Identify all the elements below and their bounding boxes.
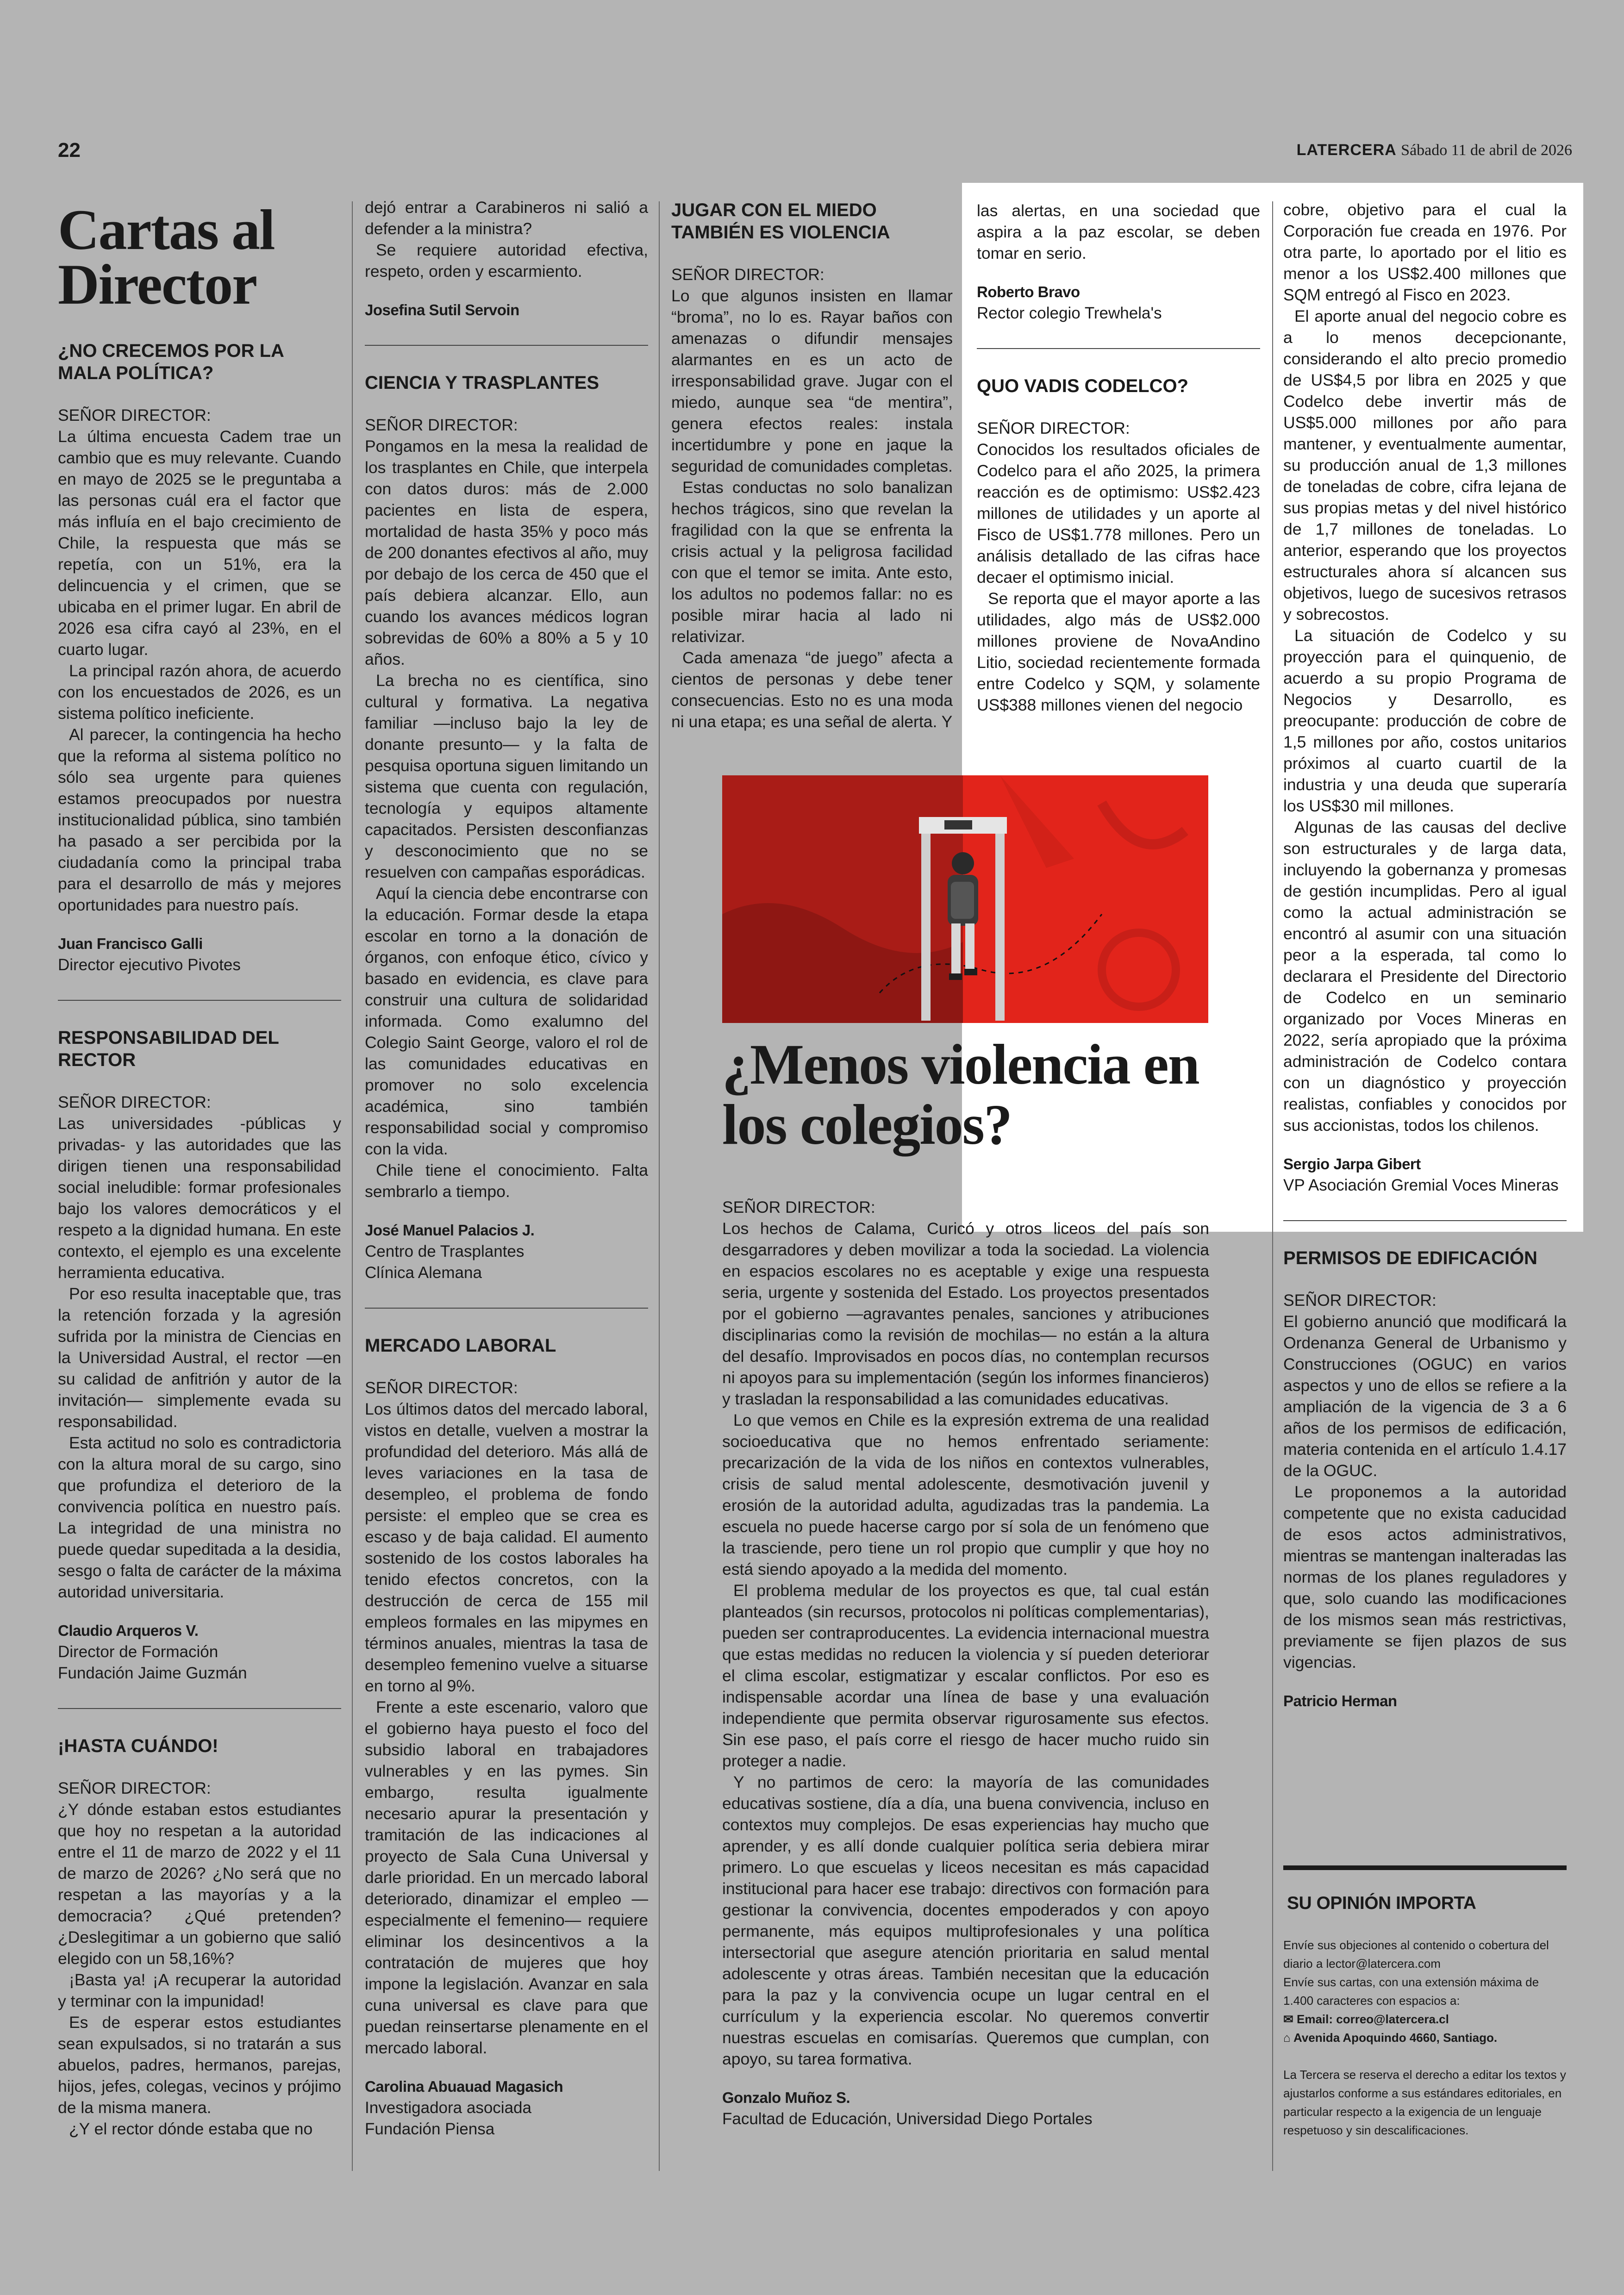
divider [977, 348, 1260, 349]
feature-title: ¿Menos violencia en los colegios? [722, 1033, 1199, 1156]
author-role: Investigadora asociada [365, 2099, 531, 2117]
letter-title: CIENCIA Y TRASPLANTES [365, 373, 599, 393]
paragraph: Las universidades -públicas y privadas- y las autoridades que las dirigen tienen una responsabilidad social ineludible: formar profesionales bajo los valores democráticos y el respeto a la dignidad humana. En este contexto, el ejemplo es una excelente herramienta educativa. [58, 1114, 341, 1282]
opinion-bar [1283, 1865, 1567, 1870]
paragraph: las alertas, en una sociedad que aspira a la paz escolar, se deben tomar en serio. [977, 201, 1260, 262]
paragraph: El aporte anual del negocio cobre es a lo menos decepcionante, considerando el alto precio promedio de US$4,5 por libra en 2025 y que Codelco debe invertir más de US$5.000 millones por año para mantener, y eventualmente aumentar, su producción anual de 1,3 millones de toneladas de cobre, cifra lejana de sus propias metas y del nivel histórico de 1,7 millones de toneladas. Lo anterior, esperando que los proyectos estructurales ahora sí alcancen sus objetivos, luego de sucesivos retrasos y sobrecostos. [1283, 307, 1567, 624]
paragraph: Lo que algunos insisten en llamar “broma”, no lo es. Rayar baños con amenazas o difundir mensajes alarmantes en es un acto de irresponsabilidad grave. Jugar con el miedo, aunque sea “de mentira”, genera efectos reales: instala incertidumbre y pone en jaque la seguridad de comunidades completas. [671, 287, 953, 475]
author-role: Fundación Jaime Guzmán [58, 1664, 247, 1682]
paragraph: Se requiere autoridad efectiva, respeto, orden y escarmiento. [365, 241, 648, 281]
divider [58, 1708, 341, 1709]
column-3 [671, 199, 953, 732]
paragraph: Esta actitud no solo es contradictoria con la altura moral de su cargo, sino que profundiza el deterioro de la convivencia política en nuestro país. La integridad de una ministra no puede quedar supeditada a la desidia, sesgo o falta de carácter de la máxima autoridad universitaria. [58, 1434, 341, 1601]
salutation: SEÑOR DIRECTOR: [365, 416, 518, 434]
paragraph: La situación de Codelco y su proyección para el quinquenio, de acuerdo a su propio Programa de Negocios y Desarrollo, es preocupante: producción de cobre de 1,5 millones por año, costos unitarios próximos al cuarto cuartil de la industria y una deuda que superaría los US$30 mil millones. [1283, 626, 1567, 815]
salutation: SEÑOR DIRECTOR: [58, 1093, 211, 1111]
author: Juan Francisco Galli [58, 935, 203, 952]
paragraph: Pongamos en la mesa la realidad de los trasplantes en Chile, que interpela con datos duros: más de 2.000 pacientes en lista de espera, mortalidad de hasta 35% y poco más de 200 donantes efectivos al año, muy por debajo de los cerca de 450 que el país debiera alcanzar. Ello, aun cuando los avances médicos logran sobrevidas de 60% a 80% a 5 y 10 años. [365, 437, 648, 668]
paragraph: La última encuesta Cadem trae un cambio que es muy relevante. Cuando en mayo de 2025 se le preguntaba a las personas cuál era el factor que más influía en el bajo crecimiento de Chile, la respuesta que más se repetía, con un 51%, era la delincuencia y el crimen, que se ubicaba en el primer lugar. En abril de 2026 esa cifra cayó al 23%, en el cuarto lugar. [58, 427, 341, 659]
letter-title: JUGAR CON EL MIEDO TAMBIÉN ES VIOLENCIA [671, 200, 890, 243]
divider [1283, 1220, 1567, 1221]
author-role: Fundación Piensa [365, 2120, 495, 2138]
column-rule [659, 201, 660, 2171]
opinion-text: Envíe sus cartas, con una extensión máxima de 1.400 caracteres con espacios a: [1283, 1975, 1539, 2008]
masthead [1297, 141, 1572, 159]
column-5 [1283, 199, 1567, 1712]
paragraph: Los hechos de Calama, Curicó y otros liceos del país son desgarradores y deben movilizar a toda la sociedad. La violencia en espacios escolares no es aceptable y exige una respuesta seria, urgente y sostenida del Estado. Los proyectos presentados por el gobierno —agravantes penales, sanciones y atribuciones disciplinarias como la revisión de mochilas— no están a la altura del desafío. Improvisados en pocos días, no contemplan recursos ni apoyos para su implementación (según los informes financieros) y trasladan la responsabilidad a las comunidades educativas. [722, 1219, 1209, 1408]
letter-title: ¿NO CRECEMOS POR LA MALA POLÍTICA? [58, 341, 284, 383]
metal-detector-illustration [722, 775, 1208, 1023]
salutation: SEÑOR DIRECTOR: [722, 1198, 875, 1216]
salutation: SEÑOR DIRECTOR: [58, 1779, 211, 1797]
paragraph: Es de esperar estos estudiantes sean expulsados, si no tratarán a sus abuelos, padres, hermanos, parejas, hijos, jefes, colegas, vecinos y prójimo de la misma manera. [58, 2013, 341, 2117]
opinion-address [1283, 2028, 1567, 2047]
author-role: Rector colegio Trewhela's [977, 304, 1162, 322]
salutation: SEÑOR DIRECTOR: [671, 265, 824, 284]
paragraph: Le proponemos a la autoridad competente que no exista caducidad de esos actos administrativos, mientras se mantengan inalteradas las normas de los planes reguladores y que, solo cuando las modificaciones de los mismos sean más restrictivas, previamente se fijen plazos de sus vigencias. [1283, 1483, 1567, 1671]
author: José Manuel Palacios J. [365, 1222, 535, 1239]
author: Carolina Abuauad Magasich [365, 2078, 563, 2095]
author: Claudio Arqueros V. [58, 1622, 199, 1639]
salutation: SEÑOR DIRECTOR: [1283, 1291, 1437, 1310]
column-rule [352, 201, 353, 2171]
paragraph: Conocidos los resultados oficiales de Codelco para el año 2025, la primera reacción es de optimismo: US$2.423 millones de utilidades y un aporte al Fisco de US$1.778 millones. Pero un análisis detallado de las cifras hace decaer el optimismo inicial. [977, 440, 1260, 586]
paragraph: La brecha no es científica, sino cultural y formativa. La negativa familiar —incluso bajo la ley de donante presunto— y la falta de pesquisa oportuna siguen limitando un sistema que cuenta con regulación, tecnología y equipos altamente capacitados. Persisten desconfianzas y desconocimiento que no se resuelven con campañas esporádicas. [365, 671, 648, 881]
feature-image [722, 775, 1208, 1023]
postbox-icon: ⌂ [1283, 2031, 1293, 2045]
paragraph: dejó entrar a Carabineros ni salió a defender a la ministra? [365, 198, 648, 238]
paragraph: Frente a este escenario, valoro que el gobierno haya puesto el foco del subsidio laboral en trabajadores vulnerables y en las pymes. Sin embargo, resulta igualmente necesario apurar la presentación y tramitación de las indicaciones al proyecto de Sala Cuna Universal y darle prioridad. En un mercado laboral deteriorado, dinamizar el empleo —especialmente el femenino— requiere eliminar los desincentivos a la contratación de mujeres que hoy impone la legislación. Avanzar en sala cuna universal es clave para que puedan reinsertarse plenamente en el mercado laboral. [365, 1698, 648, 2057]
paragraph: Chile tiene el conocimiento. Falta sembrarlo a tiempo. [365, 1161, 648, 1201]
brand: LATERCERA [1296, 141, 1397, 159]
paragraph: Y no partimos de cero: la mayoría de las comunidades educativas sostiene, día a día, una buena convivencia, incluso en contextos muy complejos. De esas experiencias hay mucho que aprender, y es allí donde cualquier política seria debiera mirar primero. Lo que escuelas y liceos necesitan es más capacidad institucional para hacer ese trabajo: directivos con formación para gestionar la convivencia, docentes empoderados y con apoyo permanente, más equipos multiprofesionales y una política intersectorial que asegure atención prioritaria en salud mental adolescente y otras áreas. También necesitan que la educación para la paz y la convivencia ocupe un lugar central en el currículum y la experiencia escolar. No queremos convertir nuestras escuelas en comisarías. Queremos que cumplan, con apoyo, su tarea formativa. [722, 1773, 1209, 2068]
opinion-title: SU OPINIÓN IMPORTA [1287, 1893, 1476, 1913]
page-number: 22 [58, 139, 81, 162]
author-role: Director ejecutivo Pivotes [58, 956, 241, 974]
paragraph: Aquí la ciencia debe encontrarse con la educación. Formar desde la etapa escolar en torno a la donación de órganos, con enfoque ético, cívico y basado en evidencia, es clave para construir una cultura de solidaridad informada. Como exalumno del Colegio Saint George, valoro el rol de las comunidades educativas en promover no solo excelencia académica, sino también responsabilidad social y compromiso con la vida. [365, 884, 648, 1158]
salutation: SEÑOR DIRECTOR: [58, 406, 211, 424]
mail-icon: ✉ [1283, 2012, 1297, 2026]
paragraph: Lo que vemos en Chile es la expresión extrema de una realidad socioeducativa que no hemos enfrentado seriamente: precarización de la vida de los niños en contextos vulnerables, crisis de salud mental adolescente, desmotivación juvenil y erosión de la autoridad adulta, agudizadas tras la pandemia. La escuela no puede hacerse cargo por sí sola de un fenómeno que la trasciende, pero tiene un rol propio que cumplir y que hoy no está siendo apoyado a la medida del momento. [722, 1411, 1209, 1578]
author-role: Centro de Trasplantes [365, 1242, 525, 1260]
paragraph: Al parecer, la contingencia ha hecho que la reforma al sistema político no sólo sea urgente para quienes estamos preocupados por nuestra institucionalidad pública, sino también ha pasado a ser percibida por la ciudadanía como la principal traba para el desarrollo de más y mejores oportunidades para nuestro país. [58, 725, 341, 914]
author-role: Facultad de Educación, Universidad Diego Portales [722, 2110, 1093, 2128]
column-rule [1272, 201, 1273, 2171]
feature-letter [722, 1197, 1209, 2130]
paragraph: Cada amenaza “de juego” afecta a cientos de personas y debe tener consecuencias. Esto no es una moda ni una etapa; es una señal de alerta. Y [671, 649, 953, 731]
opinion-box [1283, 1865, 1567, 2139]
paragraph: El gobierno anunció que modificará la Ordenanza General de Urbanismo y Construcciones (OGUC) en varios aspectos y uno de ellos se refiere a la ampliación de la vigencia de 3 a 6 años de los permisos de edificación, materia contenida en el artículo 1.4.17 de la OGUC. [1283, 1312, 1567, 1480]
divider [365, 345, 648, 346]
divider [58, 1000, 341, 1001]
section-title: Cartas al Director [58, 198, 275, 316]
divider [365, 1308, 648, 1309]
paragraph: ¿Y el rector dónde estaba que no [69, 2120, 313, 2138]
address-text: Avenida Apoquindo 4660, Santiago. [1293, 2031, 1498, 2045]
paragraph: Estas conductas no solo banalizan hechos trágicos, sino que revelan la fragilidad con la que se enfrenta la crisis actual y la peligrosa facilidad con que el temor se imita. Ante esto, los adultos no podemos fallar: no es posible mirar hacia al lado ni relativizar. [671, 478, 953, 646]
paragraph: Se reporta que el mayor aporte a las utilidades, algo más de US$2.000 millones proviene de NovaAndino Litio, sociedad recientemente formada entre Codelco y SQM, y solamente US$388 millones vienen del negocio [977, 589, 1260, 714]
paragraph: Los últimos datos del mercado laboral, vistos en detalle, vuelven a mostrar la profundidad del deterioro. Más allá de leves variaciones en la tasa de desempleo, el problema de fondo persiste: el empleo que se crea es escaso y de baja calidad. El aumento sostenido de los costos laborales ha tenido efectos concretos, con la destrucción de cerca de 155 mil empleos formales en las mipymes en términos anuales, mientras la tasa de desempleo femenino vuelve a situarse en torno al 9%. [365, 1400, 648, 1695]
paragraph: La principal razón ahora, de acuerdo con los encuestados de 2026, es un sistema político ineficiente. [58, 661, 341, 723]
issue-date: Sábado 11 de abril de 2026 [1401, 142, 1572, 159]
email-link[interactable]: Email: correo@latercera.cl [1297, 2012, 1449, 2026]
opinion-text: Envíe sus objeciones al contenido o cobertura del diario a lector@latercera.com [1283, 1938, 1549, 1971]
paragraph: cobre, objetivo para el cual la Corporación fue creada en 1976. Por otra parte, lo aportado por el litio es menor a los US$2.400 millones que SQM entregó al Fisco en 2023. [1283, 200, 1567, 304]
paragraph: El problema medular de los proyectos es que, tal cual están planteados (sin recursos, protocolos ni políticas complementarias), pueden ser contraproducentes. La evidencia internacional muestra que estas medidas no reducen la violencia y sí pueden deteriorar el clima escolar, estigmatizar y escalar conflictos. Por eso es indispensable acordar una línea de base y una evaluación independiente que permita observar rigurosamente sus efectos. Sin ese paso, el país corre el riesgo de hacer mucho ruido sin proteger a nadie. [722, 1581, 1209, 1770]
letter-title: QUO VADIS CODELCO? [977, 376, 1189, 396]
letter-title: MERCADO LABORAL [365, 1335, 556, 1356]
paragraph: ¿Y dónde estaban estos estudiantes que hoy no respetan a la autoridad entre el 11 de marzo de 2022 y el 11 de marzo de 2026? ¿No será que no respetan a las mayorías y a la democracia? ¿Qué pretenden? ¿Deslegitimar a un gobierno que salió elegido con un 58,16%? [58, 1800, 341, 1968]
paragraph: ¡Basta ya! ¡A recuperar la autoridad y terminar con la impunidad! [58, 1971, 341, 2010]
author: Patricio Herman [1283, 1692, 1397, 1709]
column-2 [365, 197, 648, 2140]
column-1 [58, 194, 341, 2139]
author: Sergio Jarpa Gibert [1283, 1155, 1421, 1172]
opinion-disclaimer: La Tercera se reserva el derecho a editar los textos y ajustarlos conforme a sus estándares editoriales, en particular respecto a la exigencia de un lenguaje respetuoso y sin descalificaciones. [1283, 2068, 1566, 2137]
paragraph: Algunas de las causas del declive son estructurales y de larga data, incluyendo la gobernanza y promesas de gestión incumplidas. Pero al igual como la actual administración se encontró al asumir con una situación peor a la esperada, tal como lo declarara el Presidente del Directorio de Codelco en un seminario organizado por Voces Mineras en 2022, sería apropiado que la próxima administración de Codelco contara con un diagnóstico y proyección realistas, confiables y conocidos por sus accionistas, todos los chilenos. [1283, 818, 1567, 1135]
author-role: VP Asociación Gremial Voces Mineras [1283, 1176, 1559, 1194]
author: Josefina Sutil Servoin [365, 301, 519, 318]
column-4 [977, 200, 1260, 716]
opinion-email [1283, 2010, 1567, 2028]
author: Roberto Bravo [977, 283, 1080, 300]
letter-title: RESPONSABILIDAD DEL RECTOR [58, 1028, 279, 1070]
salutation: SEÑOR DIRECTOR: [977, 419, 1130, 437]
author-role: Clínica Alemana [365, 1264, 482, 1282]
salutation: SEÑOR DIRECTOR: [365, 1378, 518, 1397]
author: Gonzalo Muñoz S. [722, 2089, 850, 2106]
paragraph: Por eso resulta inaceptable que, tras la retención forzada y la agresión sufrida por la ministra de Ciencias en la Universidad Austral, el rector —en su calidad de anfitrión y autor de la invitación— simplemente evada su responsabilidad. [58, 1285, 341, 1431]
letter-title: PERMISOS DE EDIFICACIÓN [1283, 1248, 1537, 1268]
letter-title: ¡HASTA CUÁNDO! [58, 1736, 219, 1756]
author-role: Director de Formación [58, 1643, 219, 1661]
